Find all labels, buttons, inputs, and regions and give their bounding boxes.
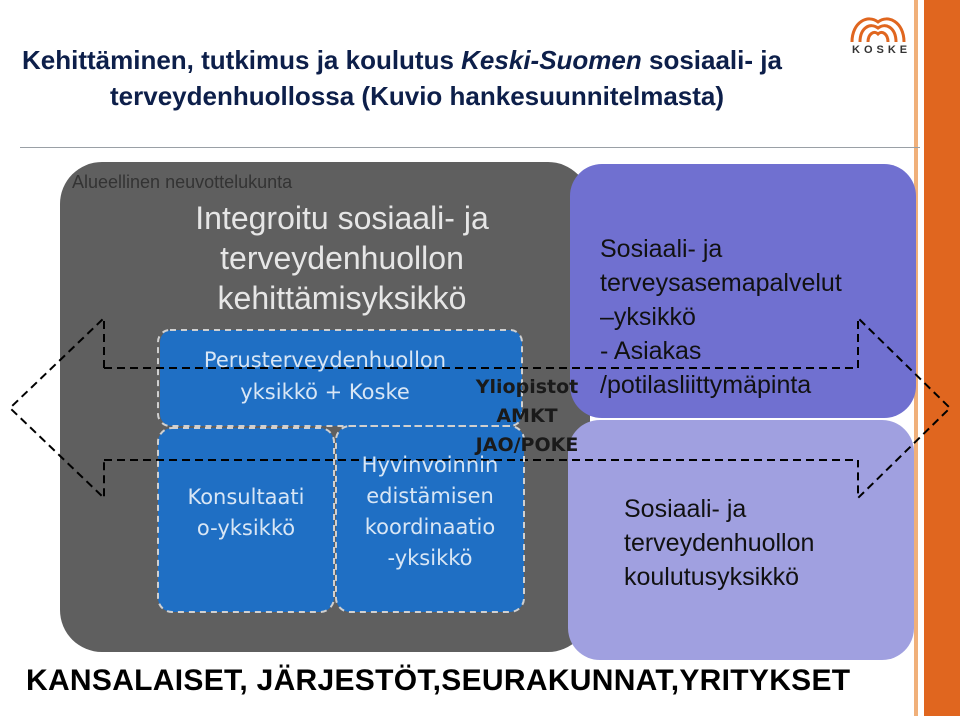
title-italic: Keski-Suomen	[461, 45, 642, 75]
region-label: Alueellinen neuvottelukunta	[72, 172, 293, 192]
institutions-line1: Yliopistot	[475, 376, 579, 398]
education-line1: Sosiaali- ja	[624, 495, 747, 523]
consultation-unit-label	[158, 482, 334, 544]
education-unit-label	[624, 492, 894, 594]
wellbeing-unit-label	[336, 450, 524, 574]
consultation-line1: Konsultaati	[187, 485, 305, 509]
wellbeing-line2: edistämisen	[366, 484, 494, 508]
integrated-unit-line3: kehittämisyksikkö	[217, 280, 467, 316]
station-line4: - Asiakas	[600, 337, 702, 365]
station-line2: terveysasemapalvelut	[600, 269, 842, 297]
primary-care-line2: yksikkö + Koske	[240, 380, 410, 404]
station-line3: –yksikkö	[600, 303, 696, 331]
station-line1: Sosiaali- ja	[600, 235, 723, 263]
consultation-line2: o-yksikkö	[196, 516, 296, 540]
integrated-unit-line1: Integroitu sosiaali- ja	[195, 200, 489, 236]
institutions-line2: AMKT	[496, 405, 558, 427]
institutions-label	[452, 373, 602, 460]
title-part1: Kehittäminen, tutkimus ja koulutus	[22, 45, 462, 75]
institutions-line3: JAO/POKE	[475, 434, 579, 456]
station-line5: /potilasliittymäpinta	[600, 371, 812, 399]
logo-text: KOSKE	[852, 44, 912, 56]
integrated-unit-line2: terveydenhuollon	[220, 240, 464, 276]
wellbeing-line3: koordinaatio	[364, 515, 496, 539]
wellbeing-line1: Hyvinvoinnin	[361, 453, 499, 477]
title-line2: terveydenhuollossa (Kuvio hankesuunnitelmasta)	[110, 81, 725, 111]
title-part3: sosiaali- ja	[641, 45, 782, 75]
social-health-station-label	[600, 232, 900, 402]
wellbeing-line4: -yksikkö	[387, 546, 473, 570]
bottom-banner: KANSALAISET, JÄRJESTÖT,SEURAKUNNAT,YRITYKSET	[26, 664, 851, 697]
education-line2: terveydenhuollon	[624, 529, 815, 557]
primary-care-unit-label	[160, 344, 490, 408]
education-line3: koulutusyksikkö	[624, 563, 800, 591]
primary-care-line1: Perusterveydenhuollon	[203, 348, 447, 372]
